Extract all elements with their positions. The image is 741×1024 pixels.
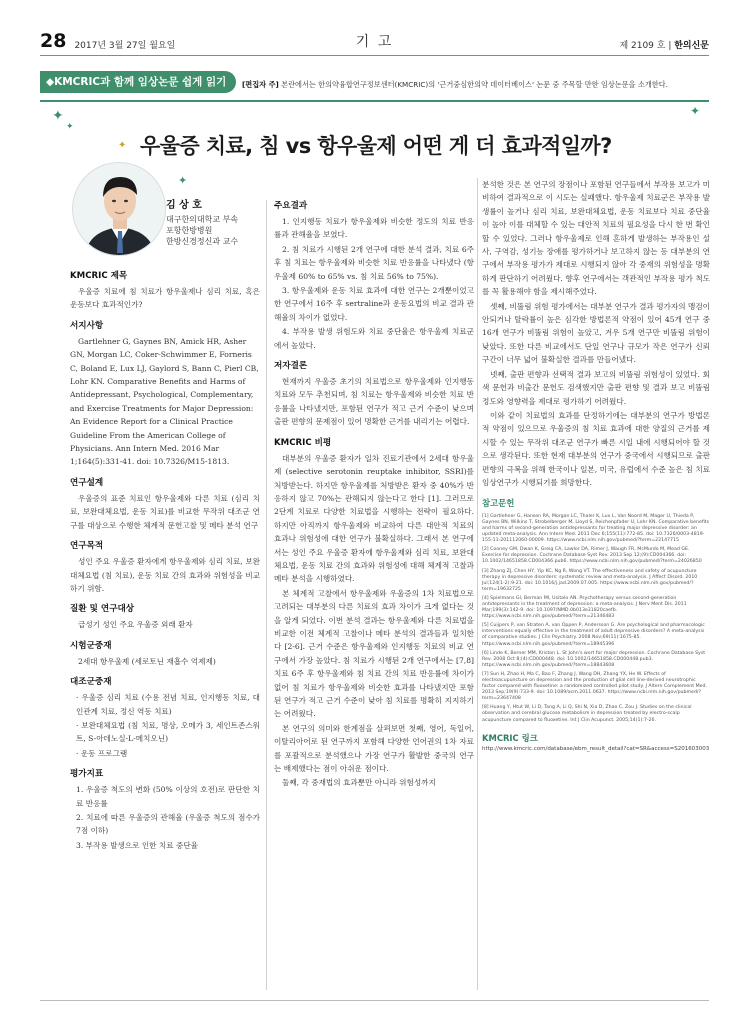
section-heading: KMCRIC 제목 xyxy=(70,271,128,281)
section-heading: 서지사항 xyxy=(70,320,104,331)
section-text: 우울증의 표준 치료인 항우울제와 다른 치료 (심리 치료, 보완대체요법, 운동 치료)를 비교한 무작위 대조군 연구를 대상으로 수행한 체계적 문헌고찰 및 메타 분석 연구 xyxy=(70,493,260,530)
section-text: 넷째, 출판 편향과 선택적 결과 보고의 비뚤림 위험성이 있었다. 회색 문헌과 비출간 문헌도 검색했지만 출판 편향 및 결과 보고 비뚤림 정도와 영향력을 제대로 평가하기 어려웠다. xyxy=(482,369,710,406)
section-text: 셋째, 비뚤림 위험 평가에서는 대부분 연구가 결과 평가자의 맹검이 안되거나 탈락률이 높은 심각한 방법론적 약점이 있어 45개 연구 중 16개 연구가 비뚤림 위험이 높았고, 겨우 5개 연구만 비뚤림 위험이 낮았다. 또한 다른 비교에서도 단일 연구나 규모가 작은 연구가 신뢰구간이 너무 넓어 불확실한 결과를 만들어냈다. xyxy=(482,301,710,365)
reference-item: [5] Cuijpers P, van Straten A, van Oppen P, Andersson G. Are psychological and pharmacologic interventions equally effective in the treatment of adult depressive disorders? A meta-analysis of comparative studies. J Clin Psychiatry. 2008 Nov;69(11):1675-85. https://www.ncbi.nlm.nih.gov/pubmed/?term=18945396 xyxy=(482,623,705,647)
list-item: · 우울증 심리 치료 (수용 전념 치료, 인지행동 치료, 대인관계 치료, 정신 역동 치료) xyxy=(76,693,260,716)
issue-info: 제 2109 호 | 한의신문 xyxy=(619,41,709,51)
section-text: 2세대 항우울제 (세로토닌 재흡수 억제제) xyxy=(78,656,216,666)
author-photo xyxy=(72,162,166,256)
series-banner: ◆KMCRIC과 함께 임상논문 쉽게 읽기 xyxy=(40,71,236,93)
author-name: 김 상 호 xyxy=(166,200,202,211)
section-heading: 질환 및 연구대상 xyxy=(70,604,135,615)
author-affiliation: 대구한의대학교 부속 xyxy=(166,215,239,224)
author-affiliation: 한방신경정신과 교수 xyxy=(166,237,239,246)
section-text: 급성기 성인 주요 우울증 외래 환자 xyxy=(78,620,193,630)
section-text: 1. 인지행동 치료가 항우울제와 비슷한 정도의 치료 반응률과 관해율을 보였다. xyxy=(274,217,474,240)
page-footer-rule xyxy=(40,1000,709,1001)
page-header xyxy=(40,30,709,56)
sparkle-icon: ✦ xyxy=(690,104,701,118)
sparkle-icon: ✦ xyxy=(52,108,64,124)
reference-item: [2] Cooney GM, Dwan K, Greig CA, Lawlor DA, Rimer J, Waugh FR, McMurdo M, Mead GE. Exercise for depression. Cochrane Database Syst Rev. 2013 Sep 12;(9):CD004366. doi: 10.1002/14651858.CD004366.pub6. https://www.ncbi.nlm.nih.gov/pubmed/?term=24026850 xyxy=(482,547,702,565)
list-item: · 운동 프로그램 xyxy=(76,748,128,758)
column-divider xyxy=(266,200,267,990)
section-text: 우울증 치료에 침 치료가 항우울제나 심리 치료, 혹은 운동보다 효과적인가? xyxy=(70,287,260,310)
section-text: 3. 항우울제와 운동 치료 효과에 대한 연구는 2개뿐이었고 한 연구에서 16주 후 sertraline과 운동요법의 비교 결과 관해율의 차이가 없었다. xyxy=(274,286,474,322)
reference-item: [7] Sun H, Zhao H, Ma C, Bao F, Zhang J, Wang DH, Zhang YX, He W. Effects of electroacupuncture on depression and the production of glial cell line-derived neurotrophic factor compared with fluoxetine: a randomized controlled pilot study. J Altern Complement Med. 2013 Sep;19(9):733-9. doi: 10.1089/acm.2011.0637. https://www.ncbi.nlm.nih.gov/pubmed/?term=23647408 xyxy=(482,671,707,702)
section-heading: 연구설계 xyxy=(70,477,104,488)
references-heading: 참고문헌 xyxy=(482,498,515,509)
section-text: 2. 침 치료가 시행된 2개 연구에 대한 분석 결과, 치료 6주 후 침 치료는 항우울제와 비슷한 치료 반응률을 나타냈다 (항우울제 60% to 65% vs. 침 치료 56% to 75%). xyxy=(274,244,474,281)
kmcric-link[interactable]: http://www.kmcric.com/database/ebm_result_detail?cat=SR&access=S201603003 xyxy=(482,746,710,753)
column-2 xyxy=(274,200,474,791)
section-text: 대부분의 우울증 환자가 일차 진료기관에서 2세대 항우울제 (selective serotonin reuptake inhibitor, SSRI)를 처방받는다. 하지만 항우울제를 처방받은 환자 중 40%가 반응하지 않고 70%는 관해되지 않는다고 한다 [1]. 그러므로 2단계 치료로 다양한 치료법을 시행하는 전략이 필요하다. 하지만 아직까지 항우울제와 비교하여 다른 대안적 치료의 효과나 위험성에 대한 연구가 불확실하다. 그래서 본 연구에서는 성인 주요 우울증 환자에 항우울제와 심리 치료, 보완대체요법, 운동 치료 간의 효과와 위험성에 대해 체계적 고찰과 메타 분석을 시행하였다. xyxy=(274,453,474,584)
section-heading: KMCRIC 비평 xyxy=(274,437,332,448)
section-text: 이와 같이 치료법의 효과를 단정하기에는 대부분의 연구가 방법론적 약점이 있으므로 우울증의 침 치료 효과에 대한 양질의 근거를 제시할 수 있는 무작위 대조군 연구가 빠른 시일 내에 시행되어야 할 것으로 생각된다. 또한 현재 대부분의 연구가 중국에서 시행되므로 출판 편향의 극복을 위해 한국이나 일본, 미국, 유럽에서 수준 높은 침 치료 임상연구가 시행되기를 희망한다. xyxy=(482,410,710,487)
section-heading: 평가지표 xyxy=(70,769,104,780)
page-number: 28 xyxy=(40,30,67,52)
section-heading: 시험군중재 xyxy=(70,640,112,651)
editor-note-tag: [편집자 주] xyxy=(242,80,279,89)
column-3 xyxy=(482,178,710,753)
list-item: · 보완대체요법 (침 치료, 명상, 오메가 3, 세인트존스워트, S-아데노실-L-메치오닌) xyxy=(76,720,260,744)
list-item: 1. 우울증 척도의 변화 (50% 이상의 호전)로 판단한 치료 반응률 xyxy=(76,785,260,808)
article-title: 우울증 치료, 침 vs 항우울제 어떤 게 더 효과적일까? xyxy=(140,134,612,158)
section-text: 본 체계적 고찰에서 항우울제와 우울증의 1차 치료법으로 고려되는 대부분의 다른 치료의 효과 차이가 크게 없다는 것을 알게 되었다. 이번 분석 결과는 항우울제와 다른 치료법을 비교한 이전 체계적 고찰이나 메타 분석의 결과들과 일치한다 [2-6]. 근거 수준은 항우울제와 인지행동 치료의 비교 연구에서 가장 높았다. 침 치료가 시행된 2개 연구에서는 [7,8] 치료 6주 후 항우울제와 침 치료 간의 치료 반응률에 차이가 없어 침 치료가 항우울제와 비슷한 효과를 나타냈지만 포함된 연구가 적고 근거 수준이 낮아 침 치료를 명확히 지지하기는 어려웠다. xyxy=(274,588,474,719)
sparkle-icon: ✦ xyxy=(178,174,188,187)
citation-text: Gartlehner G, Gaynes BN, Amick HR, Asher GN, Morgan LC, Coker-Schwimmer E, Forneris C, Boland E, Lux LJ, Gaylord S, Bann C, Pierl CB, Lohr KN. Comparative Benefits and Harms of Antidepressant, Psychological, Complementary, and Exercise Treatments for Major Depression: An Evidence Report for a Clinical Practice Guideline From the American College of Physicians. Ann Intern Med. 2016 Mar 1;164(5):331-41. doi: 10.7326/M15-1813. xyxy=(70,336,259,467)
editor-note xyxy=(242,80,709,90)
list-item: 3. 부작용 발생으로 인한 치료 중단율 xyxy=(76,840,199,850)
section-text: 본 연구의 의미와 한계점을 살펴보면 첫째, 영어, 독일어, 이탈리아어로 된 연구까지 포함해 다양한 언어권의 1차 자료를 포괄적으로 분석했으나 가장 연구가 활발한 중국의 연구는 배제했다는 점이 아쉬운 점이다. xyxy=(274,723,474,774)
section-name: 기 고 xyxy=(355,34,394,50)
issue-number: 제 2109 호 xyxy=(619,41,666,51)
section-text: 현재까지 우울증 초기의 치료법으로 항우울제와 인지행동 치료와 모두 추천되며, 침 치료는 항우울제와 비슷한 치료 반응률을 나타냈지만, 포함된 연구가 적고 근거 수준이 낮으며 출판 편향의 문제점이 있어 명확한 근거를 내리기는 어렵다. xyxy=(274,377,474,427)
section-heading: 대조군중재 xyxy=(70,677,112,688)
author-block xyxy=(166,200,276,247)
reference-item: [3] Zhang ZJ, Chen HY, Yip KC, Ng R, Wong VT. The effectiveness and safety of acupuncture therapy in depressive disorders: systematic review and meta-analysis. J Affect Disord. 2010 Jul;124(1-2):9-21. doi: 10.1016/j.jad.2009.07.005. https://www.ncbi.nlm.nih.gov/pubmed/?term=19632725 xyxy=(482,568,698,592)
sparkle-icon: ✦ xyxy=(66,122,74,132)
editor-note-text: 본란에서는 한의약융합연구정보센터(KMCRIC)의 '근거중심한의약 데이터베이스' 논문 중 주목할 만한 임상논문을 소개한다. xyxy=(281,80,668,89)
column-divider xyxy=(477,178,478,990)
section-text: 둘째, 각 중재법의 효과뿐만 아니라 위험성까지 xyxy=(282,778,436,788)
reference-item: [8] Huang Y, Htut W, Li D, Tang A, Li Q, Shi N, Xia D, Zhao C, Zou J. Studies on the clinical observation and cerebral glucose metabolism in depression treated by electro-scalp acupuncture compared to fluoxetine. Int J Clin Acupunct. 2005;14(1):7-26. xyxy=(482,705,692,723)
list-item: 2. 치료에 따른 우울증의 관해율 (우울증 척도의 점수가 7점 이하) xyxy=(76,812,260,836)
section-text: 분석한 것은 본 연구의 장점이나 포함된 연구들에서 부작용 보고가 미비하여 결과적으로 이 시도는 실패했다. 항우울제 치료군은 부작용 발생률이 높거나 심리 치료, 보완대체요법, 운동 치료보다 치료 중단율이 높아 이를 대체할 수 있는 대안적 치료의 필요성을 다시 한 번 확인할 수 있었다. 그러나 항우울제로 인해 흔하게 발생하는 부작용인 설사, 구역감, 성기능 장애를 평가하거나 보고하지 않는 등 대부분의 연구에서 부작용 평가가 제대로 시행되지 않아 각 중재의 위험성을 명확하게 판단하기 어려웠다. 향후 연구에서는 객관적인 부작용 평가 척도를 꼭 활용해야 함을 제시해주었다. xyxy=(482,180,710,297)
reference-item: [1] Gartlehner G, Hansen RA, Morgan LC, Thaler K, Lux L, Van Noord M, Mager U, Thieda P, Gaynes BN, Wilkins T, Strobelberger M, Lloyd S, Reichenpfader U, Lohr KN. Comparative benefits and harms of second-generation antidepressants for treating major depressive disorder: an updated meta-analysis. Ann Intern Med. 2011 Dec 6;155(11):772-85. doi: 10.7326/0003-4819-155-11-201112060-00009. https://www.ncbi.nlm.nih.gov/pubmed/?term=22147715 xyxy=(482,513,710,544)
reference-item: [4] Spielmans GI, Berman MI, Usitalo AN. Psychotherapy versus second-generation antidepressants in the treatment of depression: a meta-analysis. J Nerv Ment Dis. 2011 Mar;199(3):142-9. doi: 10.1097/NMD.0b013e31820caefb. https://www.ncbi.nlm.nih.gov/pubmed/?term=21346483 xyxy=(482,595,687,620)
section-heading: 연구목적 xyxy=(70,541,104,552)
section-heading: 주요결과 xyxy=(274,201,308,211)
column-1 xyxy=(70,262,260,853)
section-text: 성인 주요 우울증 환자에게 항우울제와 심리 치료, 보완대체요법 (침 치료), 운동 치료 간의 효과와 위험성을 비교하기 위함. xyxy=(70,557,260,593)
sparkle-icon: ✦ xyxy=(118,140,127,151)
author-affiliation: 포항한방병원 xyxy=(166,226,213,235)
paper-name: 한의신문 xyxy=(674,41,709,51)
issue-date: 2017년 3월 27일 월요일 xyxy=(74,41,176,51)
kmcric-link-heading: KMCRIC 링크 xyxy=(482,732,538,743)
section-text: 4. 부작용 발생 위험도와 치료 중단율은 항우울제 치료군에서 높았다. xyxy=(274,327,474,350)
section-heading: 저자결론 xyxy=(274,361,308,372)
reference-item: [6] Linde K, Berner MM, Kriston L. St John's wort for major depression. Cochrane Database Syst Rev. 2008 Oct 8;(4):CD000448. doi: 10.1002/14651858.CD000448.pub3. https://www.ncbi.nlm.nih.gov/pubmed/?term=18843608 xyxy=(482,650,706,668)
